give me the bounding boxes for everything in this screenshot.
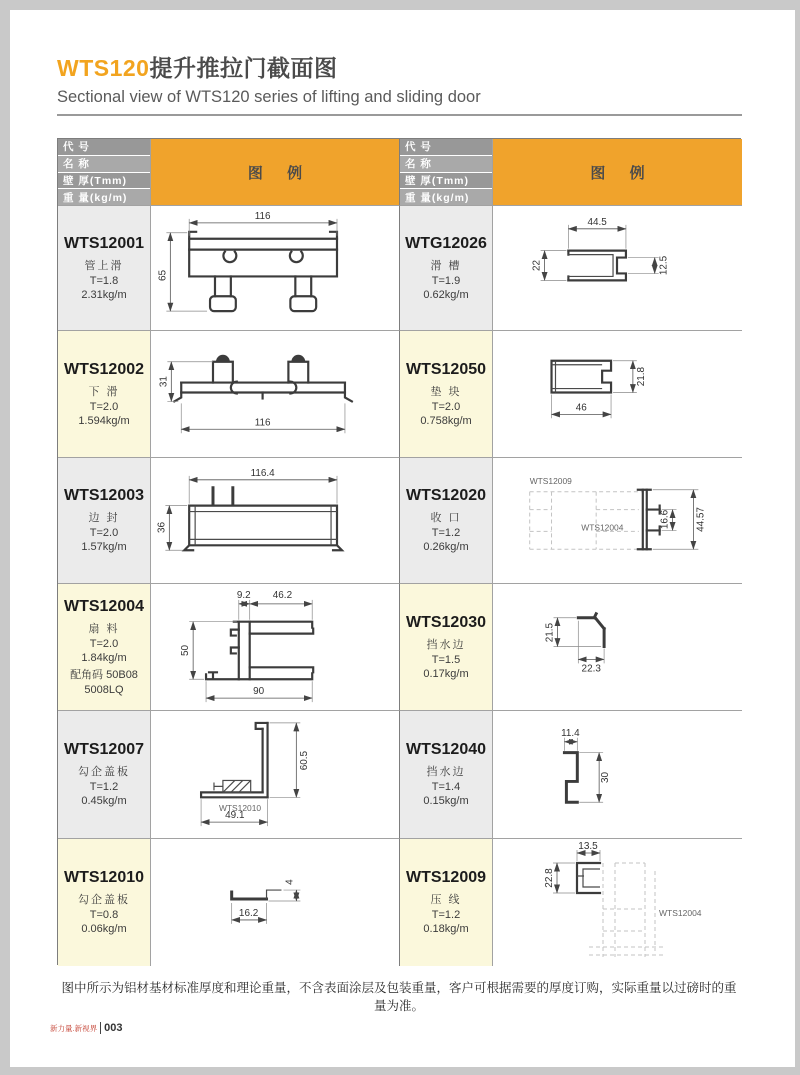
dim-label: 12.5: [658, 255, 670, 276]
profile-inner-wall: [568, 255, 613, 277]
profile-weight: 1.594kg/m: [78, 414, 130, 427]
profile-code: WTS12002: [63, 360, 145, 378]
profile-inner-wall: [189, 506, 337, 546]
page-footer: [50, 1022, 122, 1034]
profile-thickness: T=1.2: [431, 909, 461, 921]
profile-dome: [216, 355, 230, 362]
page-title: [57, 50, 742, 83]
profile-name: 边 封: [88, 512, 120, 524]
dim-label: 65: [157, 269, 169, 281]
dimension-lines: [201, 723, 310, 826]
dimension-lines: [156, 468, 337, 550]
profile-shape: [184, 506, 342, 551]
dim-label: 60.5: [299, 750, 311, 771]
diagram-wts12001: [151, 206, 399, 330]
profile-code: WTS12030: [405, 613, 487, 631]
diagram-cell-wts12002: [151, 331, 400, 458]
dim-label: 90: [253, 686, 265, 698]
footer-page-number: 003: [100, 1022, 122, 1034]
profile-code: WTS12020: [405, 487, 487, 504]
diagram-cell-wts12007: [151, 711, 400, 839]
footer-brand: 新力量.新视界: [50, 1023, 98, 1033]
diagram-wts12004: [151, 584, 399, 710]
profile-inner-wall: [552, 361, 603, 393]
info-cell-wts12007: [58, 711, 151, 839]
dim-label: 11.4: [561, 727, 580, 739]
diagram-wts12040: [493, 711, 742, 838]
profile-weight: 0.758kg/m: [420, 414, 472, 427]
profile-shape: [201, 723, 267, 797]
dimension-lines: [232, 879, 301, 924]
profile-code: WTS12001: [63, 234, 145, 252]
profile-thickness: T=1.2: [431, 527, 461, 539]
profile-thickness: T=2.0: [89, 527, 119, 539]
info-cell-wts12004: [58, 584, 151, 711]
header-label-thickness: 壁 厚(Tmm): [400, 173, 492, 190]
profile-weight: 0.15kg/m: [423, 795, 469, 807]
header-label-code: 代 号: [400, 139, 492, 156]
profile-fins: [213, 488, 233, 505]
dim-label: 44.57: [695, 507, 707, 532]
diagram-cell-wts12030: [493, 584, 742, 711]
page-title-block: [57, 50, 742, 116]
header-column-left: [58, 139, 151, 206]
dim-label: 116.4: [250, 467, 275, 479]
profile-name: 扇 料: [88, 622, 120, 635]
profile-thickness: T=2.0: [89, 400, 119, 413]
diagram-cell-wtg12026: [493, 206, 742, 331]
dim-label: 21.8: [635, 366, 647, 387]
dim-label: 116: [254, 417, 271, 429]
profile-shape: [206, 622, 313, 680]
profile-code: WTS12004: [63, 597, 145, 615]
profile-weight: 1.57kg/m: [81, 541, 127, 553]
profile-shape: [578, 614, 604, 647]
profile-shape: [638, 490, 660, 550]
diagram-wts12010: [151, 839, 399, 966]
dim-label: 31: [158, 376, 170, 388]
dim-label: 9.2: [236, 589, 251, 601]
diagram-cell-wts12040: [493, 711, 742, 839]
diagram-cell-wts12004: [151, 584, 400, 711]
profile-name: 滑 槽: [430, 259, 462, 272]
diagram-cell-wts12009: [493, 839, 742, 966]
profile-name: 管上滑: [84, 259, 124, 272]
profile-thickness: T=1.5: [431, 653, 461, 666]
diagram-wts12009: [493, 839, 742, 966]
profile-thickness: T=1.9: [431, 274, 461, 287]
profile-thickness: T=2.0: [89, 637, 119, 650]
profile-name: 垫 块: [430, 385, 462, 398]
profile-shape: [174, 362, 352, 402]
ref-label: WTS12009: [529, 475, 572, 486]
profile-code: WTS12003: [63, 487, 145, 504]
info-cell-wts12050: [400, 331, 493, 458]
info-cell-wts12003: [58, 458, 151, 584]
profile-corner-code2: 5008LQ: [84, 683, 124, 696]
profile-clip: [214, 780, 251, 792]
profile-inner-wall: [577, 869, 600, 887]
dimension-lines: [532, 217, 670, 281]
dim-label: 50: [180, 644, 192, 656]
profile-weight: 0.26kg/m: [423, 541, 469, 553]
diagram-cell-wts12003: [151, 458, 400, 584]
dimension-lines: [561, 728, 611, 802]
profile-code: WTS12009: [405, 869, 487, 886]
profile-code: WTS12010: [63, 869, 145, 886]
profile-shape: [564, 753, 577, 803]
dimension-lines: [552, 361, 647, 419]
dim-label: 16.2: [238, 907, 259, 919]
info-cell-wts12001: [58, 206, 151, 331]
footnote: 图中所示为铝材基材标准厚度和理论重量，不含表面涂层及包装重量，客户可根据需要的厚度订购，实际重量以过磅时的重量为准。: [61, 981, 737, 1013]
profile-name: 挡水边: [426, 766, 466, 778]
dim-label: 30: [600, 771, 612, 783]
title-series-code: WTS120: [57, 55, 150, 81]
ref-label: WTS12004: [581, 522, 624, 533]
profile-dome: [291, 355, 305, 362]
profile-shape: [232, 890, 282, 899]
diagram-cell-wts12020: [493, 458, 742, 584]
profile-name: 勾企盖板: [78, 894, 130, 906]
dimension-lines: [530, 476, 707, 549]
title-divider: [57, 114, 742, 116]
title-chinese: 提升推拉门截面图: [149, 55, 338, 81]
dim-label: 22.8: [544, 868, 555, 888]
info-cell-wts12040: [400, 711, 493, 839]
dim-label: 49.1: [225, 810, 245, 822]
dim-label: 13.5: [578, 841, 598, 852]
profile-code: WTG12026: [405, 234, 487, 252]
dimension-lines: [545, 618, 605, 675]
profile-code: WTS12040: [405, 741, 487, 758]
profile-name: 挡水边: [426, 638, 466, 651]
dimension-lines: [180, 590, 312, 702]
profile-thickness: T=1.8: [89, 274, 119, 287]
dim-label: 116: [254, 210, 271, 222]
diagram-wtg12026: [493, 206, 742, 330]
header-label-weight: 重 量(kg/m): [58, 189, 150, 205]
profile-name: 勾企盖板: [78, 766, 130, 778]
profile-weight: 1.84kg/m: [81, 651, 127, 664]
profile-thickness: T=1.2: [89, 781, 119, 793]
dimension-lines: [158, 362, 345, 433]
info-cell-wts12010: [58, 839, 151, 966]
header-label-weight: 重 量(kg/m): [400, 189, 492, 205]
profile-weight: 0.06kg/m: [81, 923, 127, 935]
diagram-wts12020: [493, 458, 742, 583]
header-label-thickness: 壁 厚(Tmm): [58, 173, 150, 190]
dim-label: 22: [531, 260, 543, 272]
ghost-profile: [530, 492, 643, 550]
diagram-wts12002: [151, 331, 399, 457]
profile-name: 收 口: [430, 512, 462, 524]
profile-thickness: T=0.8: [89, 909, 119, 921]
catalog-page: [10, 10, 795, 1067]
profile-thickness: T=2.0: [431, 400, 461, 413]
info-cell-wts12030: [400, 584, 493, 711]
profile-code: WTS12007: [63, 741, 145, 758]
profile-shape: [577, 863, 600, 893]
profile-corner-code: 配角码 50B08: [70, 668, 138, 681]
legend-header-right: 图 例: [493, 139, 742, 206]
diagram-wts12030: [493, 584, 742, 710]
profile-shape: [189, 232, 337, 311]
header-label-name: 名 称: [400, 156, 492, 173]
diagram-cell-wts12050: [493, 331, 742, 458]
dim-label: 4: [284, 879, 296, 885]
profile-thickness: T=1.4: [431, 781, 461, 793]
profile-weight: 0.62kg/m: [423, 288, 469, 301]
info-cell-wts12009: [400, 839, 493, 966]
ghost-profile: [589, 863, 663, 957]
profile-shape: [552, 361, 612, 393]
header-column-right: [400, 139, 493, 206]
legend-header-left: 图 例: [151, 139, 400, 206]
profile-code: WTS12050: [405, 360, 487, 378]
profile-weight: 0.45kg/m: [81, 795, 127, 807]
diagram-wts12050: [493, 331, 742, 457]
header-label-name: 名 称: [58, 156, 150, 173]
dim-label: 21.5: [544, 622, 556, 643]
profile-weight: 0.17kg/m: [423, 667, 469, 680]
profile-weight: 2.31kg/m: [81, 288, 127, 301]
diagram-wts12003: [151, 458, 399, 583]
page-subtitle: Sectional view of WTS120 series of lifting and sliding door: [57, 88, 481, 106]
dim-label: 44.5: [587, 216, 607, 228]
dim-label: 46: [575, 402, 587, 414]
header-label-code: 代 号: [58, 139, 150, 156]
dimension-lines: [544, 841, 702, 918]
profile-catalog-table: [57, 138, 741, 965]
diagram-cell-wts12010: [151, 839, 400, 966]
dim-label: 16.6: [659, 509, 671, 530]
dim-label: 22.3: [581, 663, 601, 675]
info-cell-wts12020: [400, 458, 493, 584]
profile-weight: 0.18kg/m: [423, 923, 469, 935]
dim-label: 46.2: [272, 589, 293, 601]
ref-label: WTS12004: [659, 908, 702, 918]
dim-label: 36: [156, 521, 168, 533]
ref-label: WTS12010: [218, 803, 262, 814]
info-cell-wts12002: [58, 331, 151, 458]
diagram-wts12007: [151, 711, 399, 838]
diagram-cell-wts12001: [151, 206, 400, 331]
profile-name: 下 滑: [88, 385, 120, 398]
profile-name: 压 线: [430, 894, 462, 906]
info-cell-wtg12026: [400, 206, 493, 331]
